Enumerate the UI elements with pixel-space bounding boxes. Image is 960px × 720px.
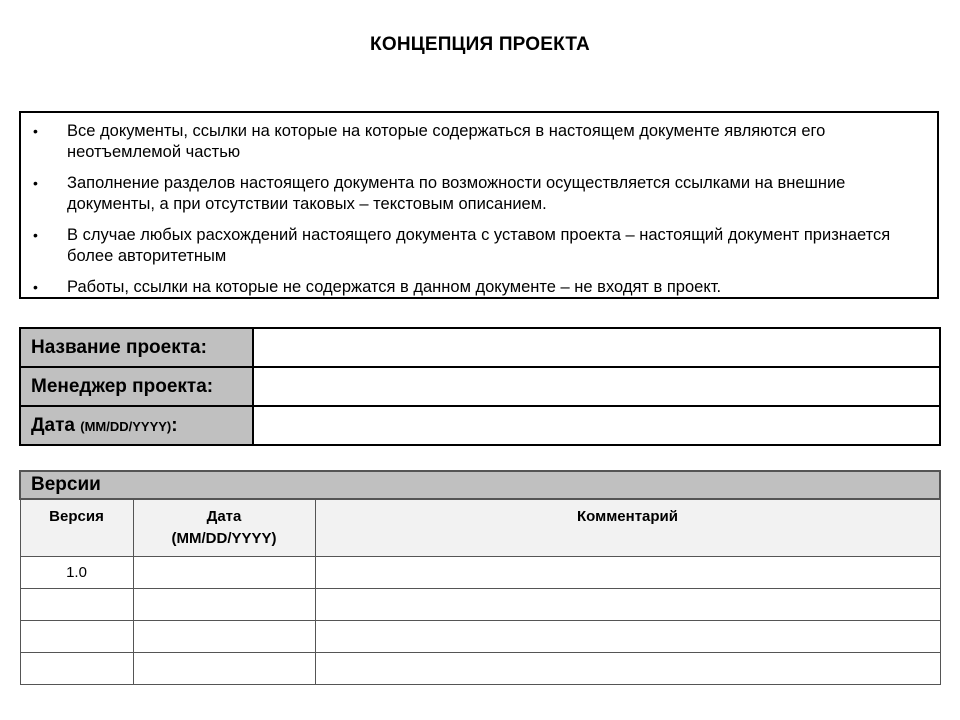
date-cell[interactable] bbox=[133, 653, 315, 685]
notes-box bbox=[19, 111, 939, 299]
table-row bbox=[20, 621, 940, 653]
column-header-date-title: Дата bbox=[206, 508, 242, 525]
date-field[interactable] bbox=[253, 406, 940, 445]
date-label: Дата bbox=[31, 414, 75, 436]
note-text: Заполнение разделов настоящего документа по возможности осуществляется ссылками на внешние документы, а при отсутствии таковых – текстовым описанием. bbox=[67, 174, 846, 213]
note-text: Все документы, ссылки на которые на которые содержаться в настоящем документе являются его неотъемлемой частью bbox=[67, 122, 826, 161]
comment-cell[interactable] bbox=[315, 653, 940, 685]
project-name-field[interactable] bbox=[253, 328, 940, 367]
manager-row bbox=[20, 367, 940, 406]
table-row bbox=[20, 589, 940, 621]
comment-cell[interactable] bbox=[315, 621, 940, 653]
note-item bbox=[33, 225, 925, 267]
document-title: КОНЦЕПЦИЯ ПРОЕКТА bbox=[370, 34, 590, 55]
project-name-row bbox=[20, 328, 940, 367]
versions-columns-row bbox=[20, 499, 940, 557]
note-text: Работы, ссылки на которые не содержатся в данном документе – не входят в проект. bbox=[67, 278, 722, 296]
note-item bbox=[33, 173, 925, 215]
project-info-table bbox=[19, 327, 941, 446]
date-row bbox=[20, 406, 940, 445]
note-item bbox=[33, 121, 925, 163]
date-label-cell bbox=[20, 406, 253, 445]
bullet-icon: • bbox=[33, 175, 38, 191]
column-header-date-format: (MM/DD/YYYY) bbox=[171, 530, 277, 547]
column-header-version: Версия bbox=[20, 499, 133, 557]
version-cell[interactable]: 1.0 bbox=[20, 557, 133, 589]
bullet-icon: • bbox=[33, 279, 38, 295]
note-item bbox=[33, 277, 925, 298]
comment-cell[interactable] bbox=[315, 557, 940, 589]
project-name-label: Название проекта: bbox=[20, 328, 253, 367]
comment-cell[interactable] bbox=[315, 589, 940, 621]
table-row bbox=[20, 557, 940, 589]
date-cell[interactable] bbox=[133, 557, 315, 589]
versions-table bbox=[19, 470, 941, 685]
versions-header: Версии bbox=[20, 471, 940, 499]
versions-header-row bbox=[20, 471, 940, 499]
column-header-date bbox=[133, 499, 315, 557]
version-cell[interactable] bbox=[20, 621, 133, 653]
date-format-hint: (MM/DD/YYYY) bbox=[80, 418, 172, 434]
date-cell[interactable] bbox=[133, 621, 315, 653]
column-header-comment: Комментарий bbox=[315, 499, 940, 557]
date-colon: : bbox=[171, 414, 178, 436]
version-cell[interactable] bbox=[20, 589, 133, 621]
version-cell[interactable] bbox=[20, 653, 133, 685]
date-cell[interactable] bbox=[133, 589, 315, 621]
note-text: В случае любых расхождений настоящего документа с уставом проекта – настоящий документ признается более авторитетным bbox=[67, 226, 891, 265]
bullet-icon: • bbox=[33, 227, 38, 243]
table-row bbox=[20, 653, 940, 685]
manager-field[interactable] bbox=[253, 367, 940, 406]
notes-list bbox=[33, 121, 925, 298]
manager-label: Менеджер проекта: bbox=[20, 367, 253, 406]
bullet-icon: • bbox=[33, 123, 38, 139]
